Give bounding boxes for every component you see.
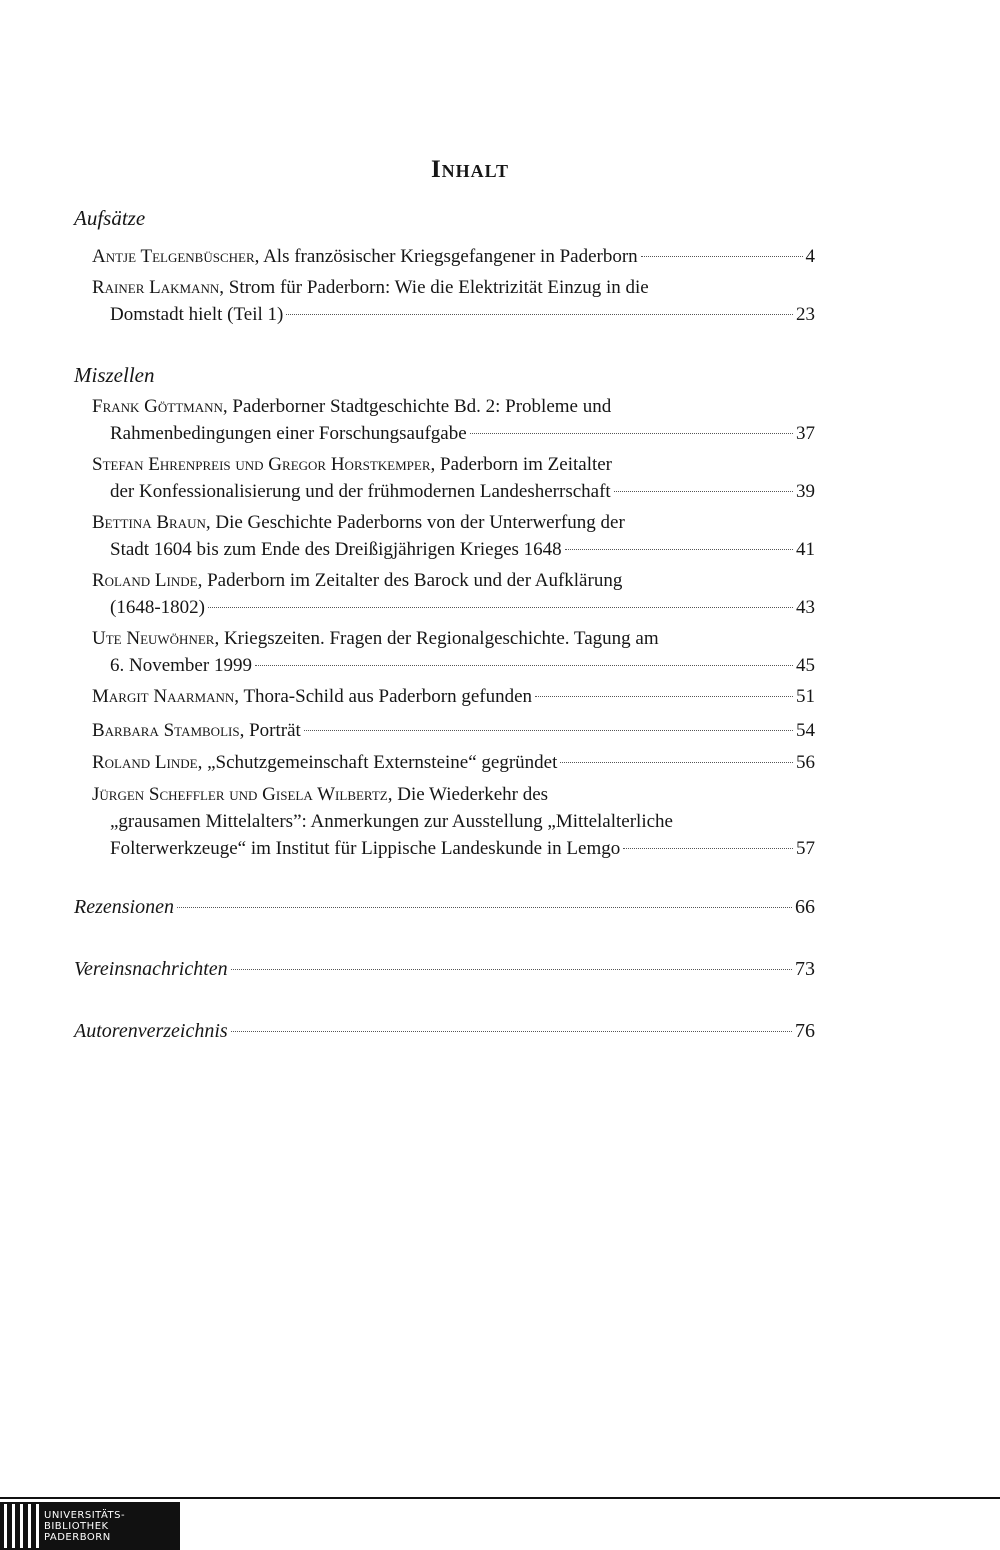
dot-leader xyxy=(231,969,792,970)
barcode-icon xyxy=(0,1502,44,1550)
entry-title-continued: Folterwerkzeuge“ im Institut für Lippische Landeskunde in Lemgo xyxy=(110,838,621,859)
page-number: 37 xyxy=(796,423,815,444)
page-number: 51 xyxy=(796,686,815,707)
toc-section-autorenverzeichnis xyxy=(74,1020,815,1043)
entry-title: Porträt xyxy=(249,720,301,741)
entry-title-continued: Domstadt hielt (Teil 1) xyxy=(110,304,284,325)
entry-author: Antje Telgenbüscher xyxy=(92,246,255,267)
toc-section-rezensionen xyxy=(74,896,815,919)
entry-title-continued: 6. November 1999 xyxy=(110,655,252,676)
toc-entry: Ute Neuwöhner, Kriegszeiten. Fragen der Regionalgeschichte. Tagung am 6. November 1999 45 xyxy=(92,625,815,679)
page-number: 43 xyxy=(796,597,815,618)
entry-title: „Schutzgemeinschaft Externsteine“ gegründet xyxy=(207,752,558,773)
dot-leader xyxy=(177,907,792,908)
dot-leader xyxy=(623,848,793,849)
entry-title: Die Geschichte Paderborns von der Unterwerfung der xyxy=(215,512,625,533)
dot-leader xyxy=(565,549,793,550)
section-label: Autorenverzeichnis xyxy=(74,1020,228,1042)
toc-entry: Barbara Stambolis, Porträt 54 xyxy=(92,717,815,744)
page-number: 4 xyxy=(805,246,815,267)
section-label: Vereinsnachrichten xyxy=(74,958,228,980)
page-number: 45 xyxy=(796,655,815,676)
page-number: 76 xyxy=(795,1020,815,1042)
toc-section-vereinsnachrichten xyxy=(74,958,815,981)
toc-entry: Bettina Braun, Die Geschichte Paderborns von der Unterwerfung der Stadt 1604 bis zum Ende des Dreißigjährigen Krieges 1648 41 xyxy=(92,509,815,563)
section-label: Rezensionen xyxy=(74,896,174,918)
toc-entry: Roland Linde, „Schutzgemeinschaft Externsteine“ gegründet 56 xyxy=(92,749,815,776)
entry-author: Barbara Stambolis xyxy=(92,720,240,741)
entry-author: Roland Linde xyxy=(92,570,198,591)
dot-leader xyxy=(304,730,793,731)
entry-author: Roland Linde xyxy=(92,752,198,773)
toc-entry: Jürgen Scheffler und Gisela Wilbertz, Die Wiederkehr des „grausamen Mittelalters”: Anmerkungen zur Ausstellung „Mittelalterliche Folterwerkzeuge“ im Institut für Lippische Landeskunde in Lemgo 57 xyxy=(92,781,815,862)
page-number: 56 xyxy=(796,752,815,773)
entry-author: Stefan Ehrenpreis und Gregor Horstkemper xyxy=(92,454,431,475)
page-number: 41 xyxy=(796,539,815,560)
entry-title-continued: Rahmenbedingungen einer Forschungsaufgabe xyxy=(110,423,467,444)
entry-author: Jürgen Scheffler und Gisela Wilbertz xyxy=(92,784,388,805)
toc-entry: Rainer Lakmann, Strom für Paderborn: Wie die Elektrizität Einzug in die Domstadt hielt (Teil 1) 23 xyxy=(92,274,815,328)
entry-title: Kriegszeiten. Fragen der Regionalgeschichte. Tagung am xyxy=(223,628,659,649)
entry-title-continued: „grausamen Mittelalters”: Anmerkungen zur Ausstellung „Mittelalterliche xyxy=(110,811,673,832)
entry-author: Ute Neuwöhner xyxy=(92,628,215,649)
dot-leader xyxy=(208,607,793,608)
entry-author: Margit Naarmann xyxy=(92,686,235,707)
dot-leader xyxy=(255,665,793,666)
entry-title: Thora-Schild aus Paderborn gefunden xyxy=(243,686,533,707)
dot-leader xyxy=(535,696,793,697)
page-title: Inhalt xyxy=(430,156,510,183)
dot-leader xyxy=(231,1031,792,1032)
toc-entry: Frank Göttmann, Paderborner Stadtgeschichte Bd. 2: Probleme und Rahmenbedingungen einer Forschungsaufgabe 37 xyxy=(92,393,815,447)
entry-title: Paderborner Stadtgeschichte Bd. 2: Probleme und xyxy=(232,396,612,417)
toc-entry: Margit Naarmann, Thora-Schild aus Paderborn gefunden 51 xyxy=(92,683,815,710)
dot-leader xyxy=(470,433,793,434)
page-number: 23 xyxy=(796,304,815,325)
entry-author: Bettina Braun xyxy=(92,512,206,533)
section-heading-miszellen: Miszellen xyxy=(74,363,155,387)
entry-title-continued: der Konfessionalisierung und der frühmodernen Landesherrschaft xyxy=(110,481,611,502)
toc-entry: Antje Telgenbüscher, Als französischer Kriegsgefangener in Paderborn 4 xyxy=(92,243,815,270)
logo-line-3: PADERBORN xyxy=(44,1531,111,1543)
entry-title: Strom für Paderborn: Wie die Elektrizität Einzug in die xyxy=(228,277,649,298)
library-logo xyxy=(0,1502,180,1550)
dot-leader xyxy=(560,762,793,763)
toc-entry: Roland Linde, Paderborn im Zeitalter des Barock und der Aufklärung (1648-1802) 43 xyxy=(92,567,815,621)
page-number: 73 xyxy=(795,958,815,980)
page-number: 57 xyxy=(796,838,815,859)
dot-leader xyxy=(614,491,793,492)
toc-entry: Stefan Ehrenpreis und Gregor Horstkemper, Paderborn im Zeitalter der Konfessionalisierung und der frühmodernen Landesherrschaft 39 xyxy=(92,451,815,505)
logo-line-2: BIBLIOTHEK xyxy=(44,1520,109,1532)
entry-title: Die Wiederkehr des xyxy=(397,784,549,805)
page-number: 54 xyxy=(796,720,815,741)
dot-leader xyxy=(286,314,793,315)
logo-line-1: UNIVERSITÄTS- xyxy=(44,1509,126,1521)
entry-title: Paderborn im Zeitalter des Barock und der Aufklärung xyxy=(207,570,623,591)
page-number: 39 xyxy=(796,481,815,502)
entry-title: Als französischer Kriegsgefangener in Paderborn xyxy=(263,246,638,267)
entry-author: Frank Göttmann xyxy=(92,396,223,417)
footer-rule xyxy=(0,1497,1000,1499)
entry-title-continued: (1648-1802) xyxy=(110,597,205,618)
entry-title: Paderborn im Zeitalter xyxy=(440,454,613,475)
dot-leader xyxy=(641,256,803,257)
section-heading-aufsaetze: Aufsätze xyxy=(74,206,146,230)
page-number: 66 xyxy=(795,896,815,918)
entry-author: Rainer Lakmann xyxy=(92,277,220,298)
entry-title-continued: Stadt 1604 bis zum Ende des Dreißigjährigen Krieges 1648 xyxy=(110,539,562,560)
